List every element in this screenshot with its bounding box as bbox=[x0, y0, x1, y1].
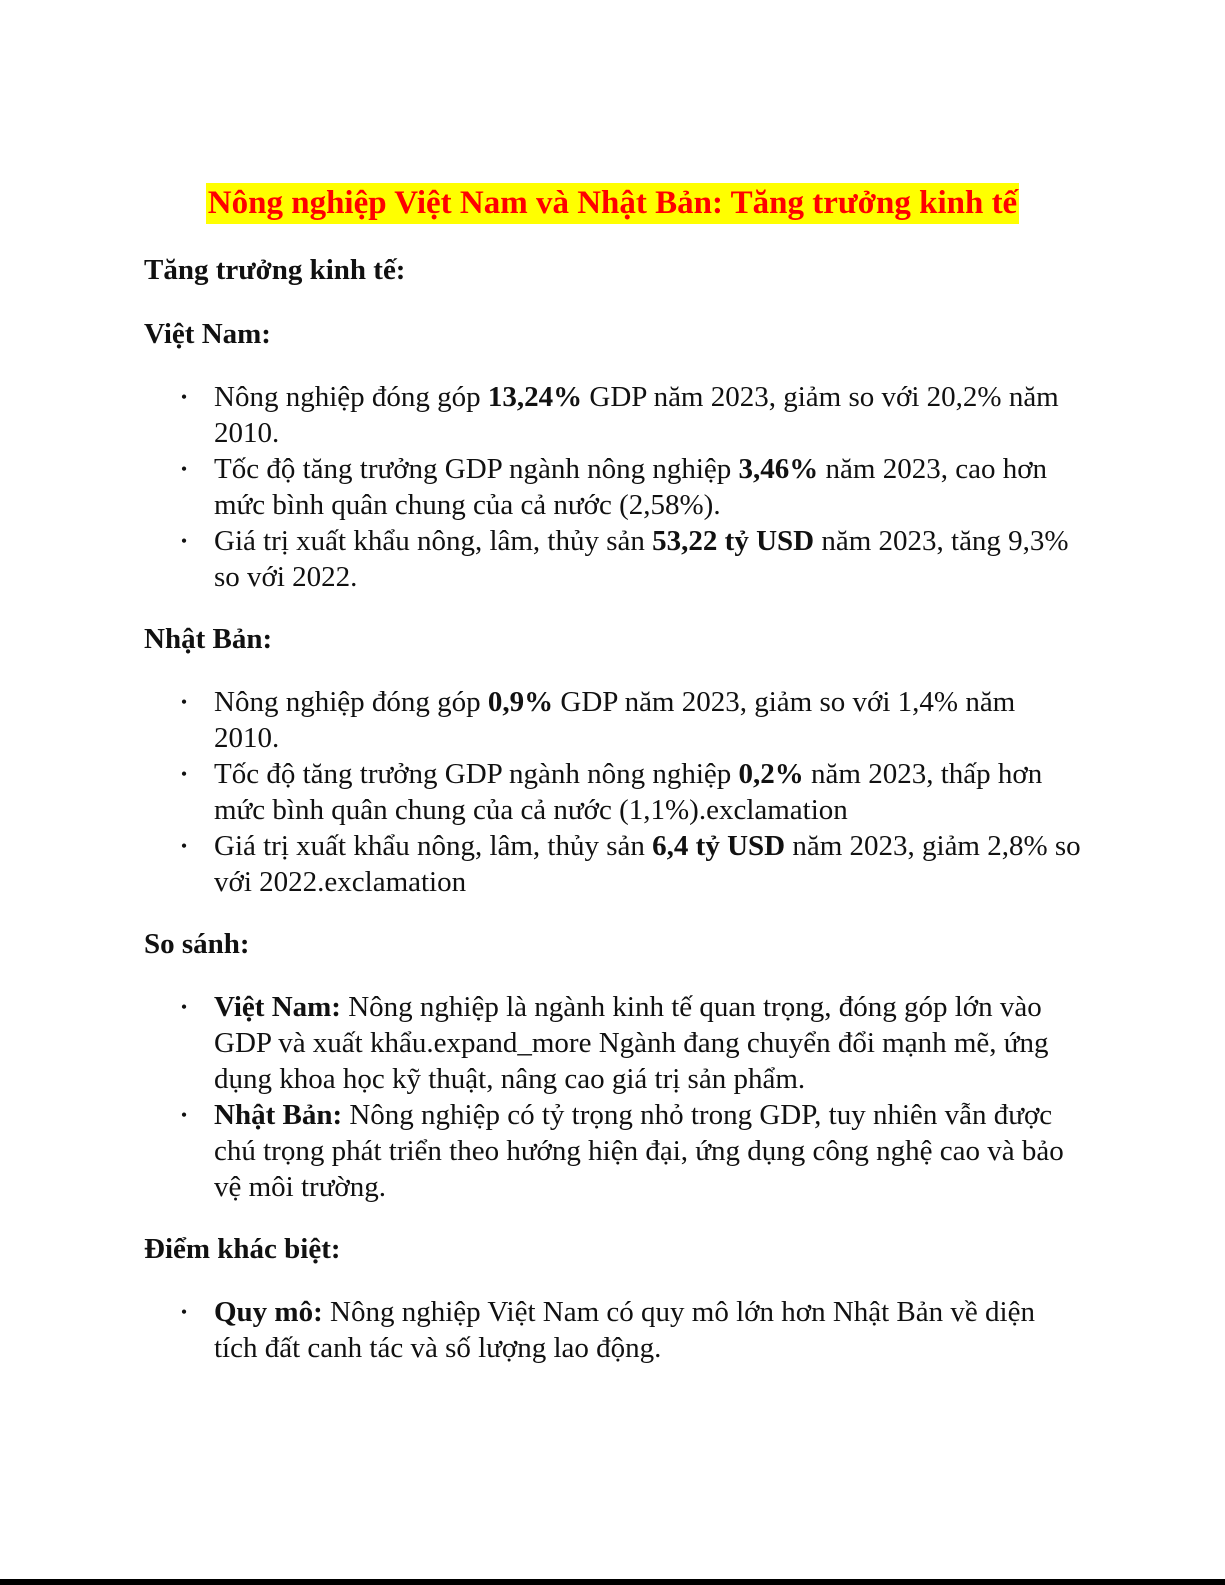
bullet-icon: • bbox=[180, 836, 188, 856]
title-wrapper bbox=[0, 183, 1225, 224]
item-highlight: 3,46% bbox=[738, 453, 819, 485]
differences-list bbox=[144, 1294, 1084, 1366]
list-item bbox=[144, 684, 1084, 756]
list-item bbox=[144, 523, 1084, 595]
item-text: Tốc độ tăng trưởng GDP ngành nông nghiệp bbox=[214, 758, 739, 790]
bullet-icon: • bbox=[180, 531, 188, 551]
list-item bbox=[144, 379, 1084, 451]
item-highlight: 0,9% bbox=[487, 686, 554, 718]
item-text: Nông nghiệp đóng góp bbox=[214, 381, 488, 413]
bullet-icon: • bbox=[180, 1302, 188, 1322]
list-item bbox=[144, 451, 1084, 523]
item-highlight: 53,22 tỷ USD bbox=[652, 525, 815, 557]
item-highlight: 6,4 tỷ USD bbox=[652, 830, 786, 862]
bullet-icon: • bbox=[180, 764, 188, 784]
item-highlight: 13,24% bbox=[487, 381, 583, 413]
item-text: năm 2023, cao hơn mức bình quân chung của cả nước (2,58%). bbox=[214, 453, 1048, 521]
list-item bbox=[144, 989, 1084, 1097]
item-text: năm 2023, giảm 2,8% so với 2022.exclamation bbox=[214, 830, 1081, 898]
item-highlight: 0,2% bbox=[738, 758, 804, 790]
list-item bbox=[144, 828, 1084, 900]
document-body bbox=[144, 250, 1084, 1390]
item-text: Tốc độ tăng trưởng GDP ngành nông nghiệp bbox=[214, 453, 739, 485]
item-text: Nông nghiệp đóng góp bbox=[214, 686, 488, 718]
growth-heading: Tăng trưởng kinh tế: bbox=[144, 254, 406, 286]
list-item bbox=[144, 1097, 1084, 1205]
vietnam-list bbox=[144, 379, 1084, 595]
compare-list bbox=[144, 989, 1084, 1205]
item-label: Việt Nam: bbox=[214, 991, 341, 1023]
list-item bbox=[144, 756, 1084, 828]
item-text: Nông nghiệp là ngành kinh tế quan trọng, đóng góp lớn vào GDP và xuất khẩu.expand_more Ngành đang chuyển đổi mạnh mẽ, ứng dụng khoa học kỹ thuật, nâng cao giá trị sản phẩm. bbox=[214, 991, 1049, 1095]
item-text: năm 2023, thấp hơn mức bình quân chung của cả nước (1,1%).exclamation bbox=[214, 758, 1043, 826]
japan-list bbox=[144, 684, 1084, 900]
list-item bbox=[144, 1294, 1084, 1366]
document-title: Nông nghiệp Việt Nam và Nhật Bản: Tăng trưởng kinh tế bbox=[206, 183, 1019, 224]
item-text: năm 2023, tăng 9,3% so với 2022. bbox=[214, 525, 1069, 593]
compare-heading: So sánh: bbox=[144, 928, 250, 960]
vietnam-heading: Việt Nam: bbox=[144, 318, 271, 350]
item-label: Quy mô: bbox=[214, 1296, 323, 1328]
item-text: GDP năm 2023, giảm so với 1,4% năm 2010. bbox=[214, 686, 1016, 754]
japan-heading: Nhật Bản: bbox=[144, 623, 273, 655]
bullet-icon: • bbox=[180, 692, 188, 712]
differences-heading: Điểm khác biệt: bbox=[144, 1233, 341, 1265]
page-bottom-edge bbox=[0, 1579, 1225, 1585]
item-text: Giá trị xuất khẩu nông, lâm, thủy sản bbox=[214, 830, 653, 862]
bullet-icon: • bbox=[180, 997, 188, 1017]
bullet-icon: • bbox=[180, 387, 188, 407]
item-text: Giá trị xuất khẩu nông, lâm, thủy sản bbox=[214, 525, 653, 557]
item-text: GDP năm 2023, giảm so với 20,2% năm 2010. bbox=[214, 381, 1059, 449]
bullet-icon: • bbox=[180, 459, 188, 479]
bullet-icon: • bbox=[180, 1105, 188, 1125]
item-text: Nông nghiệp Việt Nam có quy mô lớn hơn Nhật Bản về diện tích đất canh tác và số lượng lao động. bbox=[214, 1296, 1035, 1364]
item-label: Nhật Bản: bbox=[214, 1099, 343, 1131]
item-text: Nông nghiệp có tỷ trọng nhỏ trong GDP, tuy nhiên vẫn được chú trọng phát triển theo hướng hiện đại, ứng dụng công nghệ cao và bảo vệ môi trường. bbox=[214, 1099, 1064, 1203]
